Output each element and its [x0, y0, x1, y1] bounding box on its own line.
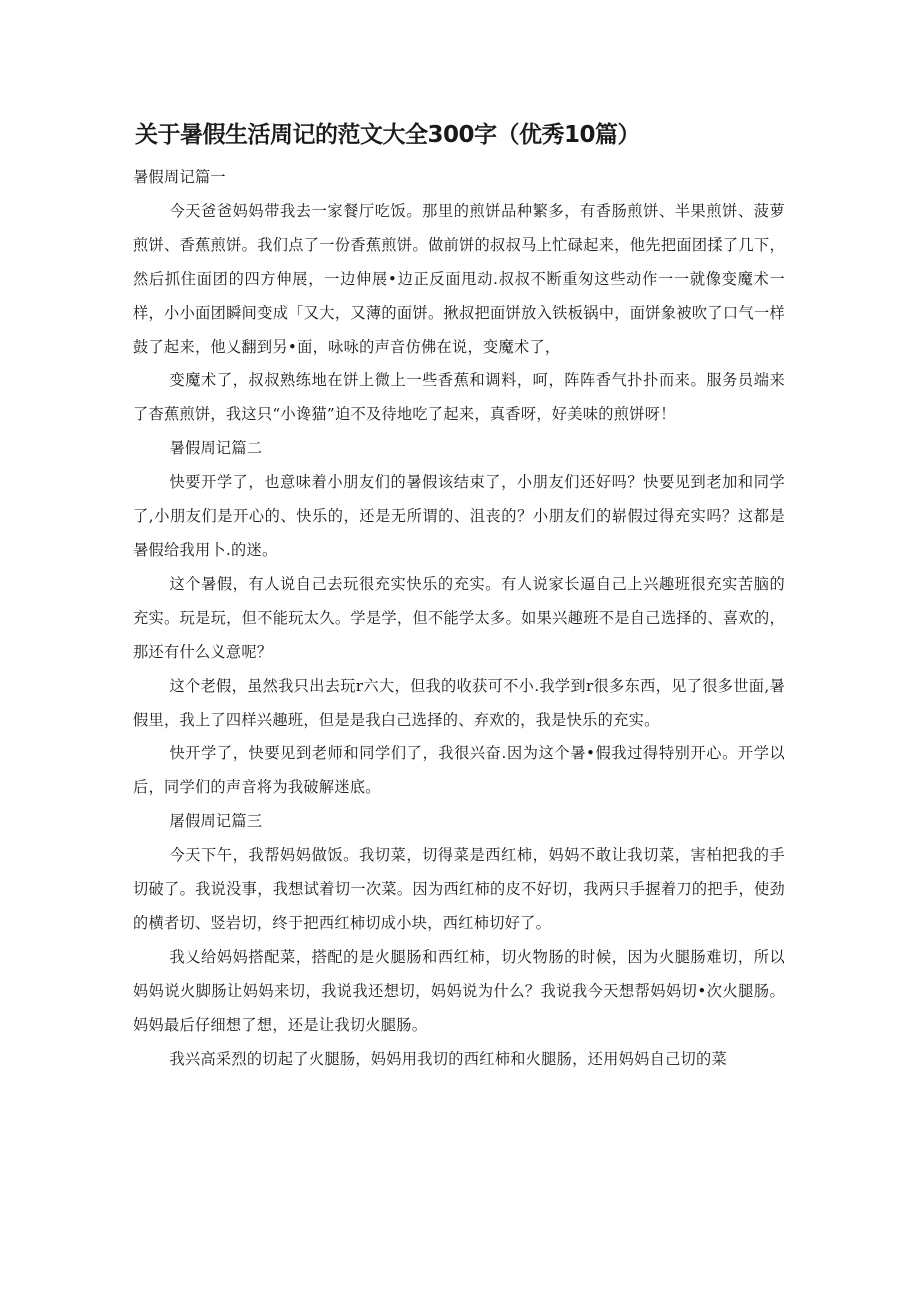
paragraph: 这个老假，虽然我只出去玩r六大，但我的收获可不小.我学到r很多东西，见了很多世面,暑假里，我上了四样兴趣班，但是是我白己选择的、弃欢的，我是快乐的充实。	[133, 676, 785, 729]
section-heading-3: 屠假周记篇三	[169, 812, 263, 831]
document-title: 关于暑假生活周记的范文大全300字（优秀10篇）	[135, 122, 641, 148]
paragraph: 今天爸爸妈妈带我去一家餐厅吃饭。那里的煎饼品种繁多，有香肠煎饼、半果煎饼、菠萝煎饼、香蕉煎饼。我们点了一份香蕉煎饼。做前饼的叔叔马上忙碌起来，他先把面团揉了几下，然后抓住面团的四方伸展，一边伸展•边正反面甩动.叔叔不断重匆这些动作一一就像变魔术一样，小小面团瞬间变成「又大，又薄的面饼。揪叔把面饼放入铁板锅中，面饼象被吹了口气一样鼓了起来，他乂翻到另•面，咏咏的声音仿佛在说，变魔术了，	[133, 201, 785, 356]
paragraph: 今天下午，我帮妈妈做饭。我切菜，切得菜是西红柿，妈妈不敢让我切菜，害柏把我的手切破了。我说没事，我想试着切一次菜。因为西红柿的皮不好切，我两只手握着刀的把手，使劲的横者切、竖岩切，终于把西红柿切成小块，西红柿切好了。	[133, 846, 785, 932]
section-heading-1: 暑假周记篇一	[133, 168, 226, 186]
paragraph: 这个暑假，有人说自己去玩很充实快乐的充实。有人说家长逼自己上兴趣班很充实苦脑的充实。玩是玩，但不能玩太久。学是学，但不能学太多。如果兴趣班不是自己选择的、喜欢的，那还有什么义意呢？	[133, 574, 785, 661]
paragraph: 快要开学了，也意味着小朋友们的暑假该结束了，小朋友们还好吗？快要见到老加和同学了,小朋友们是开心的、快乐的，还是无所谓的、沮丧的？小朋友们的崭假过得充实吗？这都是暑假给我用卜.的迷。	[133, 473, 785, 559]
paragraph: 快开学了，快要见到老师和同学们了，我很兴奋.因为这个暑•假我过得特别开心。开学以后，同学们的声音将为我破解迷底。	[133, 744, 785, 797]
paragraph: 我乂给妈妈搭配菜，搭配的是火腿肠和西红柿，切火物肠的时候，因为火腿肠难切，所以妈妈说火脚肠让妈妈来切，我说我还想切，妈妈说为什么？我说我今天想帮妈妈切•次火腿肠。妈妈最后仔细想了想，还是让我切火腿肠。	[133, 947, 785, 1034]
paragraph: 变魔术了，叔叔熟练地在饼上微上一些香蕉和调料，呵，阵阵香气扑扑而来。服务员端来了杳蕉煎饼，我这只“小谗猫”迫不及待地吃了起来，真香呀，好美味的煎饼呀！	[133, 371, 785, 424]
article-body	[133, 161, 785, 1076]
paragraph: 我兴高采烈的切起了火腿肠，妈妈用我切的西红柿和火腿肠，还用妈妈自己切的菜	[169, 1049, 728, 1068]
section-heading-2: 暑假周记篇二	[169, 439, 263, 458]
